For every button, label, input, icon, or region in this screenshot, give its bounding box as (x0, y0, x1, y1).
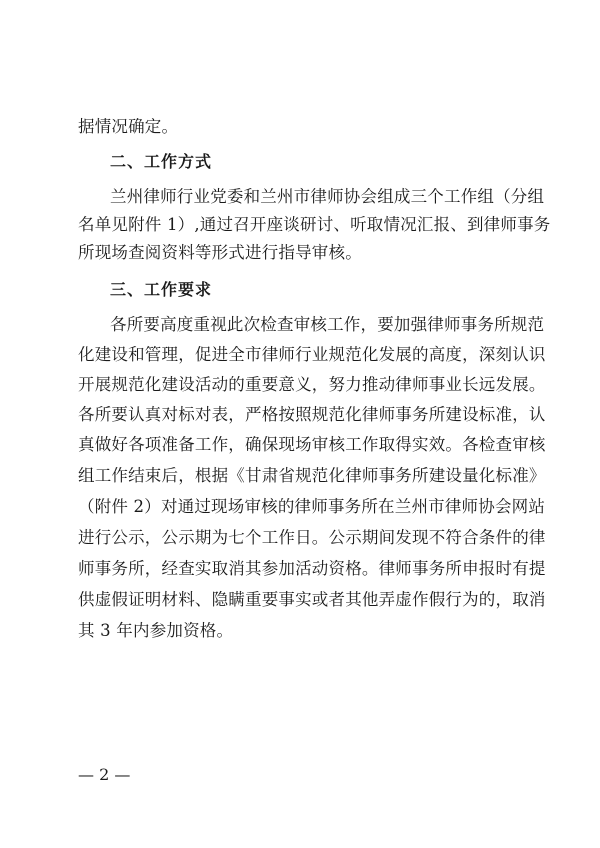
paragraph-line: 开展规范化建设活动的重要意义，努力推动律师事业长远发展。 (78, 375, 546, 394)
page-number: — 2 — (78, 765, 131, 784)
paragraph-line: （附件 2）对通过现场审核的律师事务所在兰州市律师协会网站 (78, 497, 546, 516)
paragraph-line: 名单见附件 1）,通过召开座谈研讨、听取情况汇报、到律师事务 (78, 215, 551, 234)
section-heading-work-method: 二、工作方式 (110, 152, 213, 171)
paragraph-line: 兰州律师行业党委和兰州市律师协会组成三个工作组（分组 (110, 187, 545, 206)
paragraph-line: 所现场查阅资料等形式进行指导审核。 (78, 243, 362, 262)
paragraph-line: 师事务所，经查实取消其参加活动资格。律师事务所申报时有提 (78, 559, 546, 578)
paragraph-line: 进行公示，公示期为七个工作日。公示期间发现不符合条件的律 (78, 528, 546, 547)
paragraph-line: 各所要认真对标对表，严格按照规范化律师事务所建设标准，认 (78, 405, 546, 424)
paragraph-line: 真做好各项准备工作，确保现场审核工作取得实效。各检查审核 (78, 435, 546, 454)
paragraph-line: 各所要高度重视此次检查审核工作，要加强律师事务所规范 (110, 315, 545, 334)
paragraph-line: 组工作结束后，根据《甘肃省规范化律师事务所建设量化标准》 (78, 466, 546, 485)
paragraph-line: 据情况确定。 (78, 117, 179, 136)
section-heading-work-requirements: 三、工作要求 (110, 280, 213, 299)
paragraph-line: 其 3 年内参加资格。 (78, 621, 234, 640)
paragraph-line: 供虚假证明材料、隐瞒重要事实或者其他弄虚作假行为的，取消 (78, 590, 546, 609)
paragraph-line: 化建设和管理，促进全市律师行业规范化发展的高度，深刻认识 (78, 345, 546, 364)
